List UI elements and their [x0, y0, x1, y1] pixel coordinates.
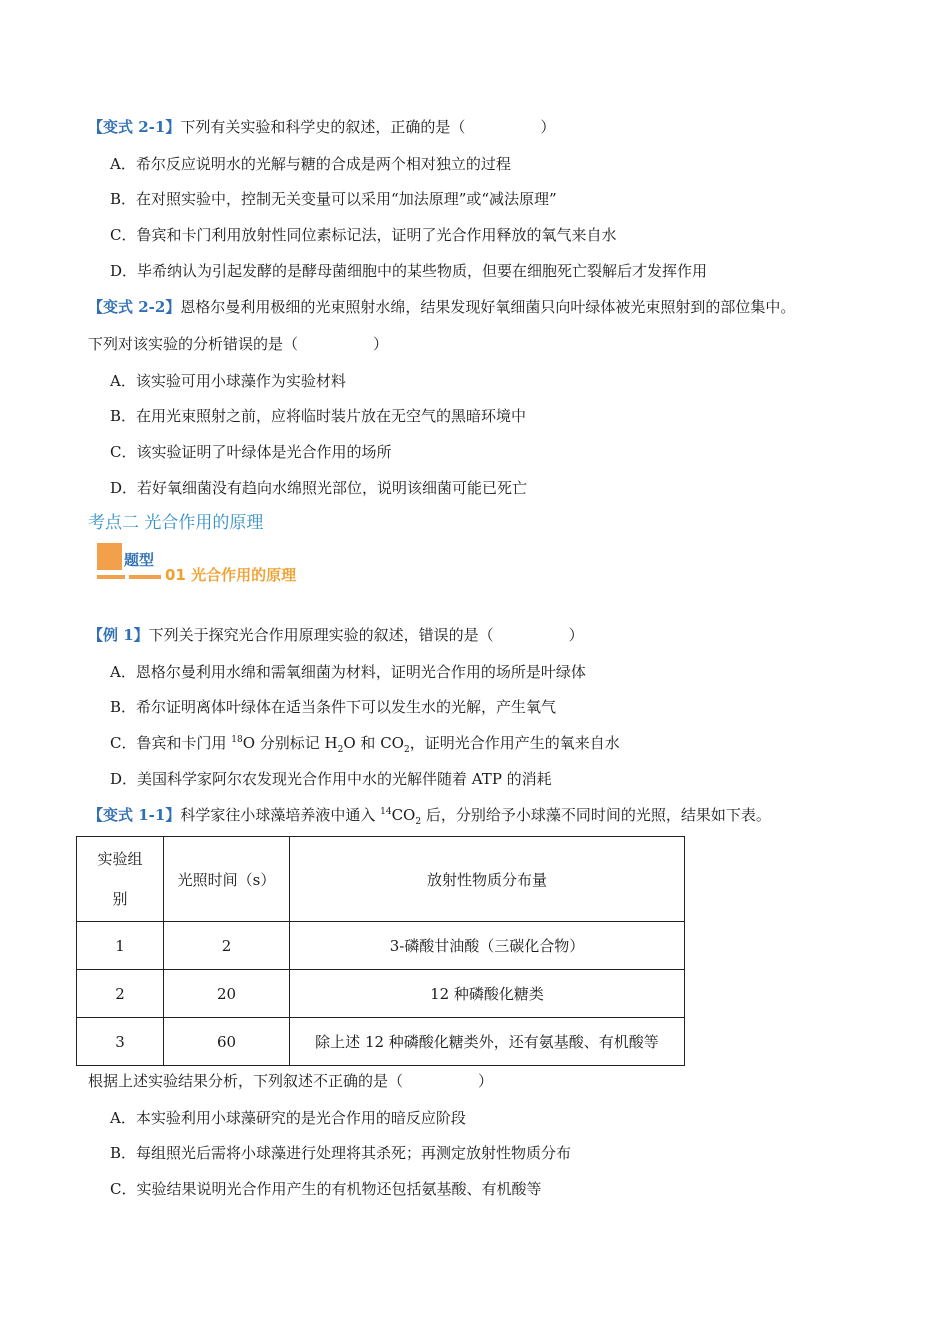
question-text: 下列关于探究光合作用原理实验的叙述，错误的是（ ）	[148, 626, 584, 644]
text: CO	[391, 806, 416, 824]
superscript: 14	[380, 807, 392, 817]
question-text: 科学家往小球藻培养液中通入	[180, 806, 381, 824]
question-type-badge	[97, 543, 167, 583]
cell-distribution: 3-磷酸甘油酸（三碳化合物）	[290, 922, 685, 970]
cell-distribution: 除上述 12 种磷酸化糖类外，还有氨基酸、有机酸等	[290, 1018, 685, 1066]
text: O 分别标记 H	[242, 734, 338, 752]
table-row	[77, 970, 685, 1018]
question-tag: 【例 1】	[88, 626, 149, 644]
section-title: 考点二 光合作用的原理	[88, 513, 264, 533]
option-b: B．每组照光后需将小球藻进行处理将其杀死；再测定放射性物质分布	[110, 1144, 572, 1162]
option-b: B．在对照实验中，控制无关变量可以采用“加法原理”或“减法原理”	[110, 190, 557, 208]
option-c: C．实验结果说明光合作用产生的有机物还包括氨基酸、有机酸等	[110, 1180, 542, 1198]
badge-square-icon	[97, 543, 122, 570]
table-header-row	[77, 837, 685, 922]
badge-bar	[129, 575, 161, 579]
option-d: D．若好氧细菌没有趋向水绵照光部位，说明该细菌可能已死亡	[110, 479, 528, 497]
header-text: 实验组	[97, 850, 143, 868]
cell-time: 20	[164, 970, 290, 1018]
question-text: 恩格尔曼利用极细的光束照射水绵，结果发现好氧细菌只向叶绿体被光束照射到的部位集中。	[180, 298, 796, 316]
header-group	[77, 837, 164, 922]
cell-group: 2	[77, 970, 164, 1018]
option-a: A．恩格尔曼利用水绵和需氧细菌为材料，证明光合作用的场所是叶绿体	[110, 663, 586, 681]
cell-time: 2	[164, 922, 290, 970]
option-c: C．鲁宾和卡门利用放射性同位素标记法，证明了光合作用释放的氧气来自水	[110, 226, 617, 244]
text: ，证明光合作用产生的氧来自水	[409, 734, 620, 752]
badge-text: 题型	[124, 551, 155, 569]
cell-group: 3	[77, 1018, 164, 1066]
question-text-cont: 根据上述实验结果分析，下列叙述不正确的是（ ）	[88, 1072, 494, 1090]
option-a: A．希尔反应说明水的光解与糖的合成是两个相对独立的过程	[110, 155, 511, 173]
subscript: 2	[403, 745, 410, 755]
text: C．鲁宾和卡门用	[110, 734, 232, 752]
subscript: 2	[337, 745, 344, 755]
experiment-table	[76, 836, 685, 1066]
example-1-stem	[88, 625, 584, 645]
option-b: B．希尔证明离体叶绿体在适当条件下可以发生水的光解，产生氧气	[110, 698, 557, 716]
question-2-2-stem	[88, 297, 795, 317]
text: O 和 CO	[343, 734, 404, 752]
text: 后，分别给予小球藻不同时间的光照，结果如下表。	[421, 806, 771, 824]
subscript: 2	[415, 817, 422, 827]
header-distribution: 放射性物质分布量	[290, 837, 685, 922]
header-text: 别	[112, 890, 128, 908]
option-d: D．美国科学家阿尔农发现光合作用中水的光解伴随着 ATP 的消耗	[110, 770, 552, 788]
table-row	[77, 1018, 685, 1066]
option-c	[110, 733, 620, 753]
option-a: A．本实验利用小球藻研究的是光合作用的暗反应阶段	[110, 1109, 466, 1127]
question-text: 下列有关实验和科学史的叙述，正确的是（ ）	[180, 118, 556, 136]
question-tag: 【变式 1-1】	[88, 806, 181, 824]
option-c: C．该实验证明了叶绿体是光合作用的场所	[110, 443, 392, 461]
question-text-cont: 下列对该实验的分析错误的是（ ）	[88, 335, 389, 353]
option-d: D．毕希纳认为引起发酵的是酵母菌细胞中的某些物质，但要在细胞死亡裂解后才发挥作用	[110, 262, 708, 280]
question-1-1-stem	[88, 805, 771, 825]
superscript: 18	[231, 735, 243, 745]
cell-time: 60	[164, 1018, 290, 1066]
badge-bar	[97, 575, 125, 579]
question-tag: 【变式 2-1】	[88, 118, 181, 136]
option-b: B．在用光束照射之前，应将临时装片放在无空气的黑暗环境中	[110, 407, 527, 425]
table-row	[77, 922, 685, 970]
header-time: 光照时间（s）	[164, 837, 290, 922]
question-tag: 【变式 2-2】	[88, 298, 181, 316]
option-a: A．该实验可用小球藻作为实验材料	[110, 372, 346, 390]
cell-group: 1	[77, 922, 164, 970]
badge-label: 01 光合作用的原理	[165, 566, 297, 584]
question-2-1-stem	[88, 117, 555, 137]
cell-distribution: 12 种磷酸化糖类	[290, 970, 685, 1018]
